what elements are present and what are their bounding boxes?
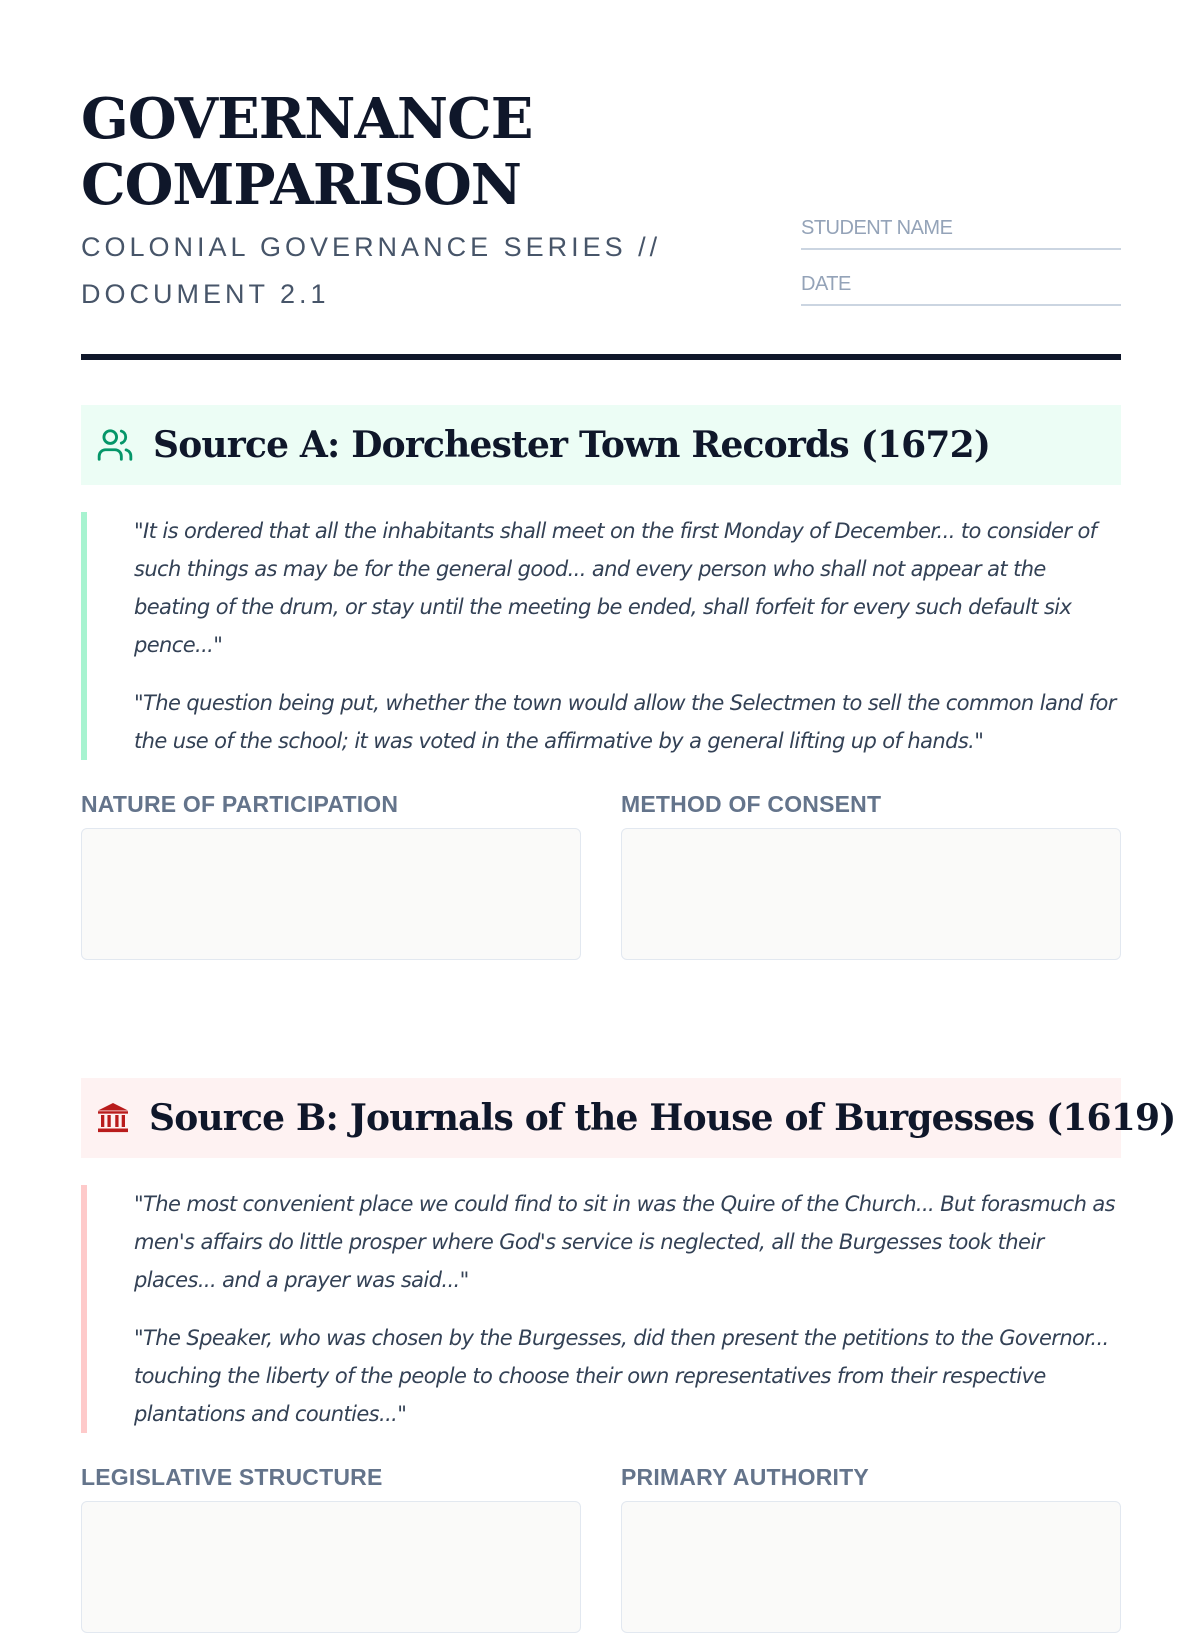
landmark-icon xyxy=(95,1098,131,1138)
legislative-structure-group xyxy=(81,1461,581,1633)
nature-of-participation-label: NATURE OF PARTICIPATION xyxy=(81,791,399,817)
source-b-quote-1: "The most convenient place we could find to sit in was the Quire of the Church... But forasmuch as men's affairs do little prosper where God's service is neglected, all the Burgesses took their places... and a prayer was said..." xyxy=(134,1192,1116,1292)
method-of-consent-input[interactable] xyxy=(621,828,1121,960)
source-a-quote-1: "It is ordered that all the inhabitants shall meet on the first Monday of December... to consider of such things as may be for the general good... and every person who shall not appear at the beating of the drum, or stay until the meeting be ended, shall forfeit for every such default six pence..." xyxy=(134,519,1097,657)
method-of-consent-label: METHOD OF CONSENT xyxy=(621,791,882,817)
title-line-2: COMPARISON xyxy=(81,152,521,218)
source-b-response-boxes xyxy=(81,1461,1121,1633)
nature-of-participation-group xyxy=(81,788,581,960)
source-a-response-boxes xyxy=(81,788,1121,960)
nature-of-participation-input[interactable] xyxy=(81,828,581,960)
source-a-section xyxy=(81,405,1121,960)
source-b-header xyxy=(81,1078,1176,1158)
legislative-structure-label: LEGISLATIVE STRUCTURE xyxy=(81,1464,383,1490)
student-fields xyxy=(801,212,1121,324)
student-name-field[interactable] xyxy=(801,212,1121,250)
header xyxy=(81,0,1121,362)
legislative-structure-input[interactable] xyxy=(81,1501,581,1633)
method-of-consent-group xyxy=(621,788,1121,960)
header-divider xyxy=(81,354,1121,360)
page-title xyxy=(81,86,681,218)
title-line-1: GOVERNANCE xyxy=(81,86,533,152)
worksheet-page xyxy=(81,0,1176,1490)
source-b-quote xyxy=(81,1185,1121,1433)
date-label: DATE xyxy=(801,273,851,295)
source-b-section xyxy=(81,1078,1176,1633)
source-a-header xyxy=(81,405,1121,485)
primary-authority-group xyxy=(621,1461,1121,1633)
users-icon xyxy=(95,425,135,465)
source-b-quote-2: "The Speaker, who was chosen by the Burgesses, did then present the petitions to the Governor... touching the liberty of the people to choose their own representatives from their respective plantations and counties..." xyxy=(134,1326,1109,1426)
primary-authority-input[interactable] xyxy=(621,1501,1121,1633)
subtitle-line-2: DOCUMENT 2.1 xyxy=(81,279,330,309)
series-subtitle xyxy=(81,224,701,318)
source-b-title: Source B: Journals of the House of Burgesses (1619) xyxy=(149,1097,1176,1139)
student-name-label: STUDENT NAME xyxy=(801,217,953,239)
source-a-title: Source A: Dorchester Town Records (1672) xyxy=(153,424,991,466)
date-field[interactable] xyxy=(801,268,1121,306)
subtitle-line-1: COLONIAL GOVERNANCE SERIES // xyxy=(81,232,662,262)
primary-authority-label: PRIMARY AUTHORITY xyxy=(621,1464,869,1490)
source-a-quote-2: "The question being put, whether the town would allow the Selectmen to sell the common land for the use of the school; it was voted in the affirmative by a general lifting up of hands." xyxy=(134,691,1116,753)
source-a-quote xyxy=(81,512,1121,760)
